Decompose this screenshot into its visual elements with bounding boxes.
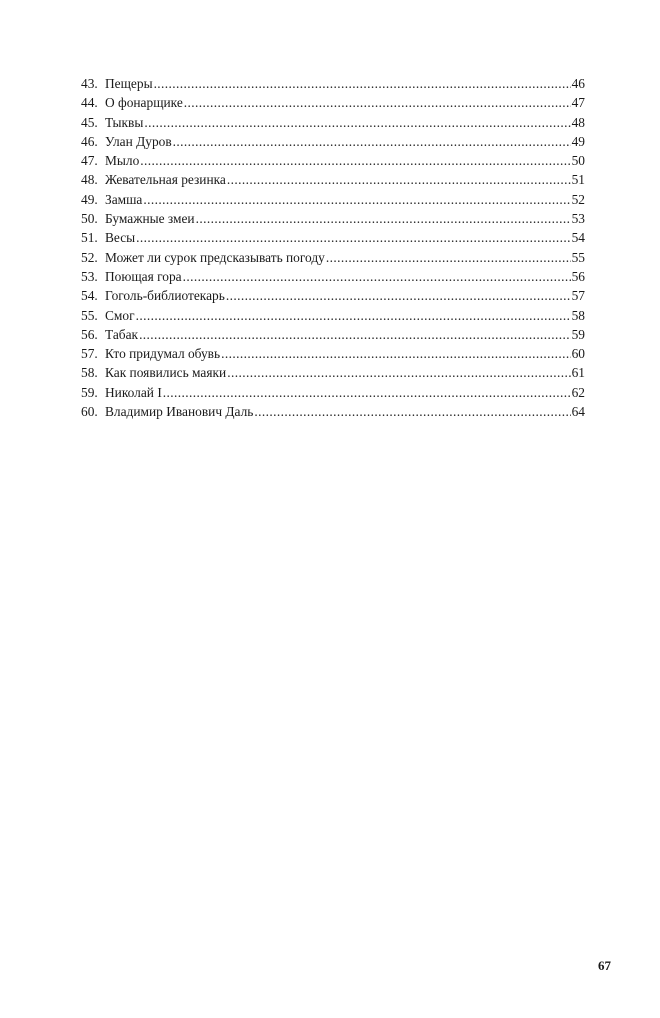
toc-entry-number: 50. bbox=[81, 211, 98, 227]
toc-entry-number: 56. bbox=[81, 326, 98, 342]
toc-entry bbox=[81, 170, 585, 189]
toc-entry-title: Жевательная резинка bbox=[105, 172, 226, 188]
toc-entry-title: Весы bbox=[105, 230, 136, 246]
toc-entry-title: Табак bbox=[105, 326, 139, 342]
toc-leader-dots bbox=[136, 228, 570, 247]
toc-entry-number: 48. bbox=[81, 172, 98, 188]
toc-entry-title: Замша bbox=[105, 191, 143, 207]
toc-leader-dots bbox=[154, 74, 571, 93]
toc-entry-page: 61 bbox=[571, 365, 585, 381]
toc-entry bbox=[81, 209, 585, 228]
toc-entry bbox=[81, 286, 585, 305]
toc-entry-page: 54 bbox=[571, 230, 585, 246]
toc-leader-dots bbox=[184, 93, 571, 112]
toc-leader-dots bbox=[196, 209, 571, 228]
toc-entry-page: 62 bbox=[571, 384, 585, 400]
toc-entry-number: 53. bbox=[81, 268, 98, 284]
toc-entry bbox=[81, 267, 585, 286]
toc-entry bbox=[81, 74, 585, 93]
toc-leader-dots bbox=[183, 267, 571, 286]
toc-entry-page: 58 bbox=[571, 307, 585, 323]
toc-entry-page: 47 bbox=[571, 95, 585, 111]
toc-entry-page: 50 bbox=[571, 153, 585, 169]
toc-leader-dots bbox=[140, 151, 570, 170]
toc-entry-title: Поющая гора bbox=[105, 268, 182, 284]
toc-entry-title: Владимир Иванович Даль bbox=[105, 404, 254, 420]
toc-entry bbox=[81, 190, 585, 209]
toc-entry-title: Кто придумал обувь bbox=[105, 346, 221, 362]
toc-entry-title: Улан Дуров bbox=[105, 133, 172, 149]
toc-entry bbox=[81, 93, 585, 112]
toc-entry-number: 58. bbox=[81, 365, 98, 381]
toc-entry-title: Гоголь-библиотекарь bbox=[105, 288, 225, 304]
toc-entry-page: 53 bbox=[571, 211, 585, 227]
toc-leader-dots bbox=[254, 402, 570, 421]
toc-entry-number: 49. bbox=[81, 191, 98, 207]
toc-entry-page: 64 bbox=[571, 404, 585, 420]
toc-leader-dots bbox=[139, 325, 571, 344]
toc-entry-number: 45. bbox=[81, 114, 98, 130]
toc-entry-page: 56 bbox=[571, 268, 585, 284]
toc-entry bbox=[81, 132, 585, 151]
toc-entry bbox=[81, 383, 585, 402]
toc-leader-dots bbox=[226, 286, 571, 305]
toc-entry-page: 55 bbox=[571, 249, 585, 265]
toc-leader-dots bbox=[221, 344, 571, 363]
toc-leader-dots bbox=[326, 248, 571, 267]
toc-entry-page: 49 bbox=[571, 133, 585, 149]
toc-leader-dots bbox=[227, 363, 570, 382]
toc-entry bbox=[81, 306, 585, 325]
toc-entry-page: 51 bbox=[571, 172, 585, 188]
toc-entry-page: 59 bbox=[571, 326, 585, 342]
toc-entry-number: 54. bbox=[81, 288, 98, 304]
toc-entry-title: Бумажные змеи bbox=[105, 211, 195, 227]
toc-entry-number: 51. bbox=[81, 230, 98, 246]
toc-entry bbox=[81, 344, 585, 363]
toc-entry-page: 48 bbox=[571, 114, 585, 130]
toc-entry-number: 55. bbox=[81, 307, 98, 323]
toc-entry-title: Смог bbox=[105, 307, 135, 323]
toc-entry-title: Николай I bbox=[105, 384, 162, 400]
page-number: 67 bbox=[598, 958, 611, 973]
toc-leader-dots bbox=[163, 383, 571, 402]
toc-leader-dots bbox=[144, 113, 570, 132]
toc-entry-title: О фонарщике bbox=[105, 95, 183, 111]
table-of-contents bbox=[81, 74, 585, 421]
toc-entry-number: 59. bbox=[81, 384, 98, 400]
toc-entry bbox=[81, 151, 585, 170]
toc-entry-number: 46. bbox=[81, 133, 98, 149]
toc-entry bbox=[81, 363, 585, 382]
toc-leader-dots bbox=[173, 132, 571, 151]
toc-entry-number: 57. bbox=[81, 346, 98, 362]
toc-entry-number: 47. bbox=[81, 153, 98, 169]
toc-entry-number: 43. bbox=[81, 76, 98, 91]
toc-entry bbox=[81, 113, 585, 132]
toc-entry-title: Пещеры bbox=[105, 76, 153, 91]
toc-leader-dots bbox=[227, 170, 571, 189]
toc-leader-dots bbox=[136, 306, 571, 325]
toc-entry bbox=[81, 402, 585, 421]
toc-entry-page: 60 bbox=[571, 346, 585, 362]
toc-entry-page: 57 bbox=[571, 288, 585, 304]
toc-entry-page: 46 bbox=[571, 76, 585, 91]
toc-entry-title: Тыквы bbox=[105, 114, 144, 130]
toc-entry-number: 60. bbox=[81, 404, 98, 420]
toc-leader-dots bbox=[143, 190, 570, 209]
toc-entry bbox=[81, 325, 585, 344]
toc-entry-number: 44. bbox=[81, 95, 98, 111]
toc-entry-title: Мыло bbox=[105, 153, 140, 169]
toc-entry-page: 52 bbox=[571, 191, 585, 207]
toc-entry-title: Может ли сурок предсказывать погоду bbox=[105, 249, 325, 265]
toc-entry bbox=[81, 228, 585, 247]
toc-entry bbox=[81, 248, 585, 267]
toc-entry-title: Как появились маяки bbox=[105, 365, 227, 381]
toc-entry-number: 52. bbox=[81, 249, 98, 265]
